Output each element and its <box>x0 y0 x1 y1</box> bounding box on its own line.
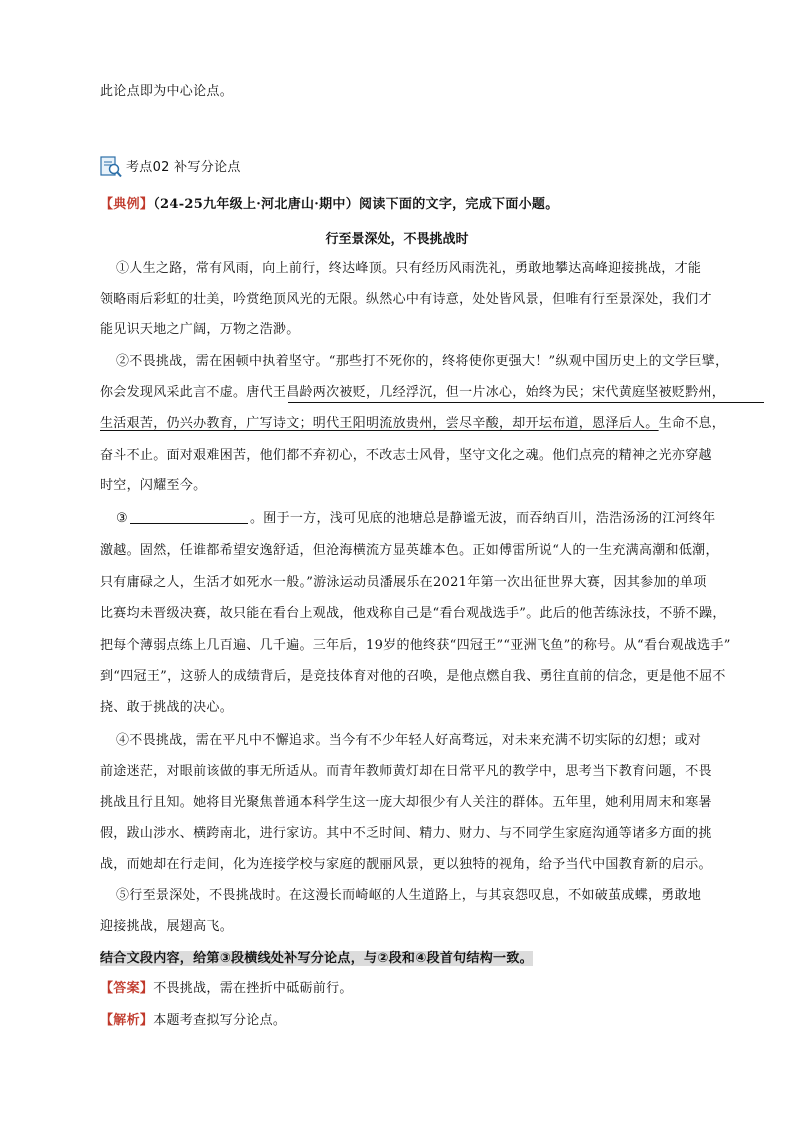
p4-line-4: 假，跋山涉水、横跨南北，进行家访。其中不乏时间、精力、财力、与不同学生家庭沟通等诸多方面的挑 <box>100 826 712 841</box>
p4-line-5: 战，而她却在行走间，化为连接学校与家庭的靓丽风景，更以独特的视角，给予当代中国教育新的启示。 <box>100 857 712 872</box>
p3-line-6: 到“四冠王”，这骄人的成绩背后，是竞技体育对他的召唤，是他点燃自我、勇往直前的信念，更是他不屈不 <box>100 669 726 684</box>
p3-line-1 <box>116 509 716 529</box>
analysis-tag: 【解析】 <box>100 1013 154 1028</box>
p5-line-1: ⑤行至景深处，不畏挑战时。在这漫长而崎岖的人生道路上，与其哀怨叹息，不如破茧成蝶，勇敢地 <box>116 888 702 903</box>
p4-line-3: 挑战且行且知。她将目光聚焦普通本科学生这一庞大却很少有人关注的群体。五年里，她利用周末和寒暑 <box>100 795 712 810</box>
example-tag: 【典例】 <box>100 197 154 212</box>
magnifier-document-icon <box>100 156 122 178</box>
article-title: 行至景深处，不畏挑战时 <box>325 232 469 247</box>
p1-line-3: 能见识天地之广阔，万物之浩渺。 <box>100 322 300 337</box>
p2-line-3 <box>100 414 726 434</box>
p2-line-2-text: 你会发现风采此言不虚。唐代王昌龄两次被贬，几经浮沉，但一片冰心，始终为民；宋代黄庭坚被贬黔州， <box>100 385 726 400</box>
p5-line-2: 迎接挑战，展翅高飞。 <box>100 919 234 934</box>
section-heading: 考点02 补写分论点 <box>126 160 241 175</box>
p3-line-1-rest: 。囿于一方，浅可见底的池塘总是静谧无波，而吞纳百川，浩浩汤汤的江河终年 <box>249 511 716 526</box>
p3-line-4: 比赛均未晋级决赛，故只能在看台上观战，他戏称自己是“看台观战选手”。此后的他苦练泳技，不骄不躁， <box>100 606 726 621</box>
p2-line-3-rest: 生命不息， <box>658 416 726 431</box>
p2-line-4: 奋斗不止。面对艰难困苦，他们都不弃初心，不改志士风骨，坚守文化之魂。他们点亮的精神之光亦穿越 <box>100 448 712 463</box>
p2-line-3-underlined: 生活艰苦，仍兴办教育，广写诗文；明代王阳明流放贵州，尝尽辛酸，却开坛布道，恩泽后人。 <box>100 416 659 431</box>
p3-line-2: 激越。固然，任谁都希望安逸舒适，但沧海横流方显英雄本色。正如傅雷所说“人的一生充满高潮和低潮， <box>100 543 719 558</box>
answer-line <box>100 979 700 999</box>
analysis-line <box>100 1011 700 1031</box>
example-line <box>100 195 700 215</box>
question <box>100 949 700 969</box>
p1-line-1: ①人生之路，常有风雨，向上前行，终达峰顶。只有经历风雨洗礼，勇敢地攀达高峰迎接挑战，才能 <box>116 261 702 276</box>
p3-number: ③ <box>116 511 128 526</box>
top-line: 此论点即为中心论点。 <box>100 84 234 99</box>
answer-blank <box>130 509 248 524</box>
p2-line-1: ②不畏挑战，需在困顿中执着坚守。“那些打不死你的，终将使你更强大！”纵观中国历史上的文学巨擘， <box>116 354 729 369</box>
analysis-text: 本题考查拟写分论点。 <box>153 1013 287 1028</box>
p2-line-2 <box>100 383 726 403</box>
p4-line-1: ④不畏挑战，需在平凡中不懈追求。当今有不少年轻人好高骛远，对未来充满不切实际的幻想；或对 <box>116 733 702 748</box>
answer-tag: 【答案】 <box>100 981 154 996</box>
answer-text: 不畏挑战，需在挫折中砥砺前行。 <box>153 981 353 996</box>
p4-line-2: 前途迷茫，对眼前该做的事无所适从。而青年教师黄灯却在日常平凡的教学中，思考当下教育问题，不畏 <box>100 764 712 779</box>
p3-line-7: 挠、敢于挑战的决心。 <box>100 700 234 715</box>
p3-line-5: 把每个薄弱点练上几百遍、几千遍。三年后，19岁的他终获“四冠王”“亚洲飞鱼”的称号。从“看台观战选手” <box>100 638 731 653</box>
p1-line-2: 领略雨后彩虹的壮美，吟赏绝顶风光的无限。纵然心中有诗意，处处皆风景，但唯有行至景深处，我们才 <box>100 292 712 307</box>
p3-line-3: 只有庸碌之人，生活才如死水一般。”游泳运动员潘展乐在2021年第一次出征世界大赛，因其参加的单项 <box>100 575 707 590</box>
question-text: 结合文段内容，给第③段横线处补写分论点，与②段和④段首句结构一致。 <box>100 951 533 966</box>
example-source: （24-25九年级上·河北唐山·期中）阅读下面的文字，完成下面小题。 <box>153 197 559 212</box>
p2-line-5: 时空，闪耀至今。 <box>100 478 207 493</box>
p2-underline-1 <box>288 402 764 403</box>
